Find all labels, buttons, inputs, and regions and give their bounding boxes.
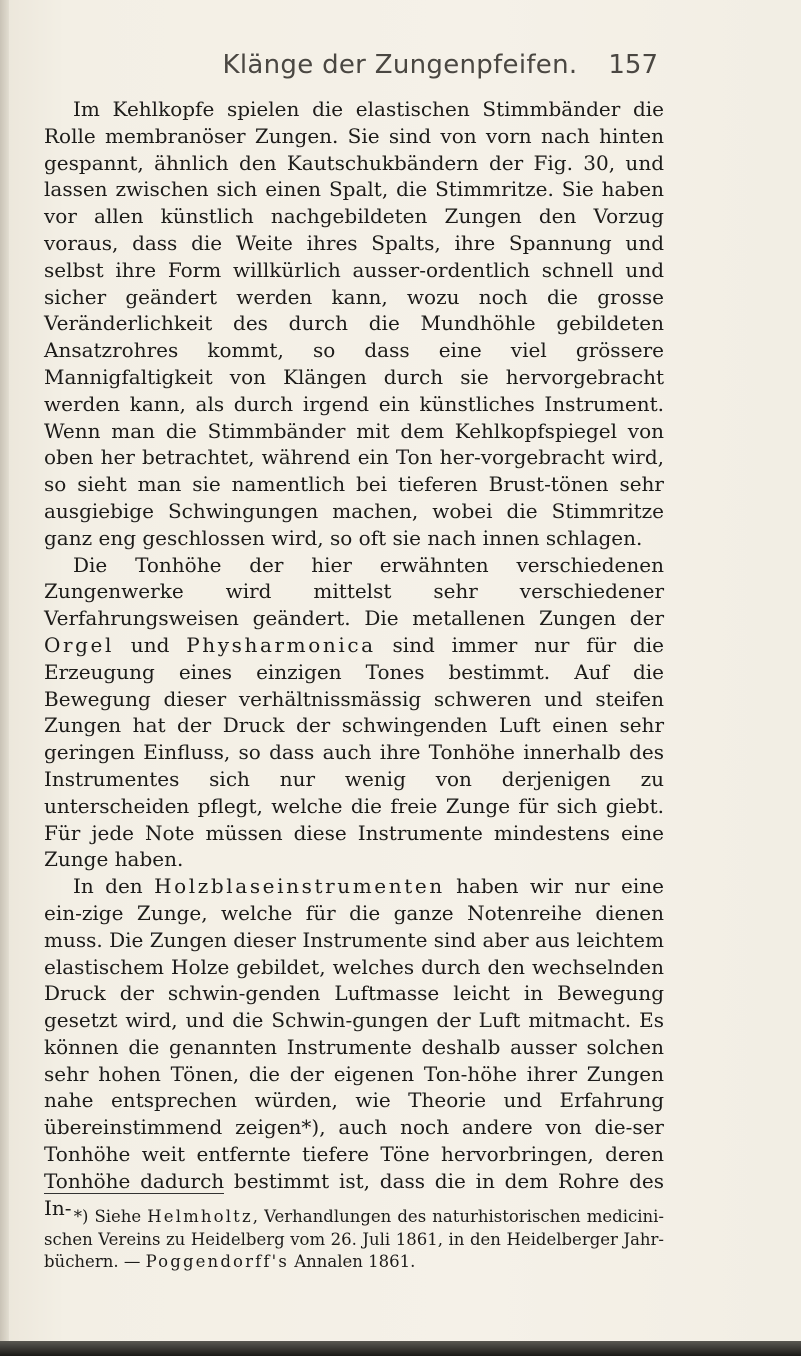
- spaced-author-helmholtz: Helmholtz: [147, 1207, 253, 1226]
- text-segment: haben wir nur eine ein-zige Zunge, welche für die ganze Notenreihe dienen muss. Die Zungen dieser Instrumente sind aber aus leichtem elastischem Holze gebildet, welches durch den wechselnden Druck der schwin-genden Luftmasse leicht in Bewegung gesetzt wird, und die Schwin-gungen der Luft mitmacht. Es können die genannten Instrumente deshalb ausser solchen sehr hohen Tönen, die der eigenen Ton-höhe ihrer Zungen nahe entsprechen würden, wie Theorie und Erfahrung übereinstimmend zeigen*), auch noch andere von die-ser Tonhöhe weit entfernte tiefere Töne hervorbringen, deren Tonhöhe dadurch bestimmt ist, dass die in dem Rohre des In-: [44, 874, 664, 1220]
- page-spine-shadow: [0, 0, 9, 1356]
- text-segment: Annalen 1861.: [288, 1252, 416, 1271]
- text-segment: Die Tonhöhe der hier erwähnten verschiedenen Zungenwerke wird mittelst sehr verschiedener Verfahrungsweisen geändert. Die metallenen Zungen der: [44, 552, 664, 631]
- footnote-rule: [44, 1193, 224, 1194]
- text-segment: sind immer nur für die Erzeugung eines einzigen Tones bestimmt. Auf die Bewegung dieser verhältnissmässig schweren und steifen Zungen hat der Druck der schwingenden Luft einen sehr geringen Einfluss, so dass auch ihre Tonhöhe innerhalb des Instrumentes sich nur wenig von derjenigen zu unterscheiden pflegt, welche die freie Zunge für sich giebt. Für jede Note müssen diese Instrumente mindestens eine Zunge haben.: [44, 632, 664, 872]
- running-title: Klänge der Zungenpfeifen.: [222, 50, 578, 80]
- page-number: 157: [608, 50, 658, 80]
- footnote: [44, 1206, 664, 1274]
- text-segment: und: [114, 632, 187, 657]
- running-head: [0, 50, 801, 86]
- text-segment: *) Siehe: [73, 1207, 148, 1226]
- body-text: [44, 96, 664, 1221]
- paragraph-2: [44, 552, 664, 874]
- spaced-term-holzblaseinstrumenten: Holzblaseinstrumenten: [154, 874, 445, 899]
- spaced-term-physharmonica: Physharmonica: [186, 632, 376, 657]
- paragraph-1: [44, 96, 664, 552]
- text-segment: Im Kehlkopfe spielen die elastischen Stimmbänder die Rolle membranöser Zungen. Sie sind von vorn nach hinten gespannt, ähnlich den Kautschukbändern der Fig. 30, und lassen zwischen sich einen Spalt, die Stimmritze. Sie haben vor allen künstlich nachgebildeten Zungen den Vorzug voraus, dass die Weite ihres Spalts, ihre Spannung und selbst ihre Form willkürlich ausser-ordentlich schnell und sicher geändert werden kann, wozu noch die grosse Veränderlichkeit des durch die Mundhöhle gebildeten Ansatzrohres kommt, so dass eine viel grössere Mannigfaltigkeit von Klängen durch sie hervorgebracht werden kann, als durch irgend ein künstliches Instrument. Wenn man die Stimmbänder mit dem Kehlkopfspiegel von oben her betrachtet, während ein Ton her-vorgebracht wird, so sieht man sie namentlich bei tieferen Brust-tönen sehr ausgiebige Schwingungen machen, wobei die Stimmritze ganz eng geschlossen wird, so oft sie nach innen schlagen.: [44, 97, 664, 550]
- text-segment: , Verhandlungen des naturhistorischen medicini-schen Vereins zu Heidelberg vom 26. Juli 1861, in den Heidelberger Jahr-büchern. —: [44, 1207, 664, 1271]
- page-bottom-edge: [0, 1341, 801, 1356]
- spaced-author-poggendorff: Poggendorff's: [145, 1252, 289, 1271]
- text-segment: In den: [73, 874, 155, 899]
- spaced-term-orgel: Orgel: [44, 632, 114, 657]
- paragraph-3: [44, 873, 664, 1221]
